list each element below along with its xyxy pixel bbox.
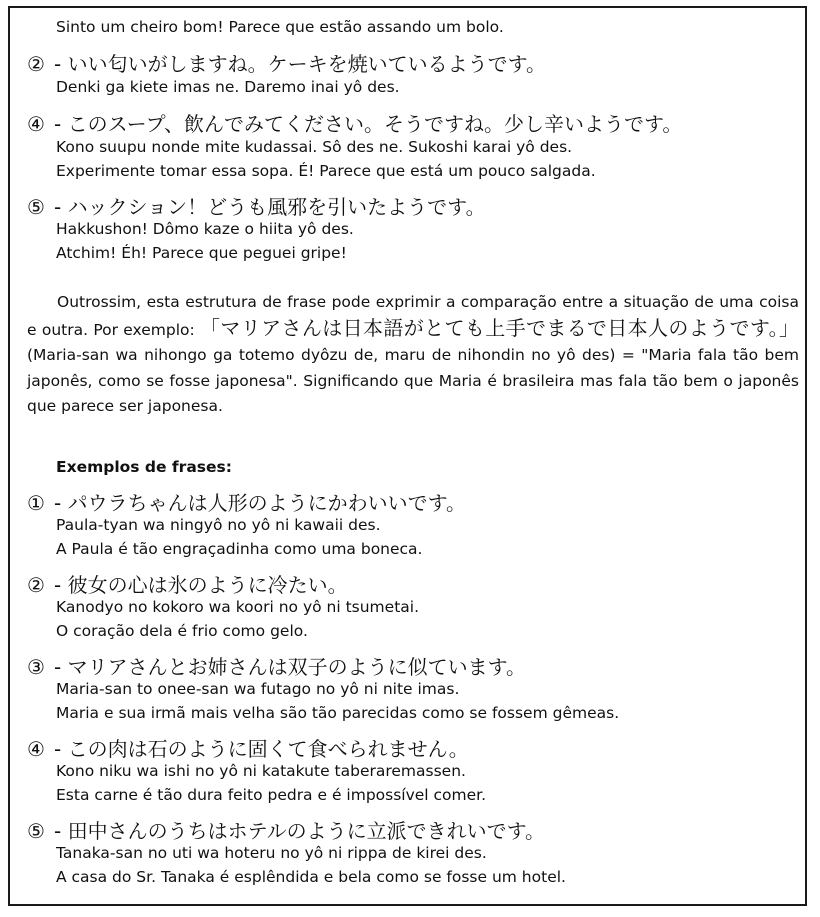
jp-text: - パウラちゃんは人形のようにかわいいです。: [54, 491, 466, 515]
sentence-jp: [27, 48, 546, 77]
jp-text: - この肉は石のように固くて食べられません。: [54, 737, 469, 761]
paragraph-part2: (Maria-san wa nihongo ga totemo dyôzu de, maru de nihondin no yô des) = "Maria fala tão bem japonês, como se fosse japonesa". Significando que Maria é brasileira mas fala tão bem o japonês que parece ser japonesa.: [27, 346, 799, 415]
romaji-line: Hakkushon! Dômo kaze o hiita yô des.: [56, 220, 354, 238]
translation-line: Maria e sua irmã mais velha são tão parecidas como se fossem gêmeas.: [56, 704, 620, 722]
explanation-paragraph: [27, 290, 799, 420]
romaji-line: Kono niku wa ishi no yô ni katakute taberaremassen.: [56, 762, 466, 780]
romaji-line: Maria-san to onee-san wa futago no yô ni nite imas.: [56, 680, 460, 698]
sentence-jp: [27, 191, 486, 220]
sentence-jp: [27, 108, 682, 137]
example-jp: [27, 815, 545, 844]
document-page: [8, 6, 807, 906]
translation-line: Experimente tomar essa sopa. É! Parece que está um pouco salgada.: [56, 162, 596, 180]
romaji-line: Paula-tyan wa ningyô no yô ni kawaii des.: [56, 516, 381, 534]
romaji-line: Denki ga kiete imas ne. Daremo inai yô des.: [56, 78, 400, 96]
translation-line: A Paula é tão engraçadinha como uma boneca.: [56, 540, 423, 558]
paragraph-part1: Outrossim, esta estrutura de frase pode exprimir a comparação entre a situação de uma coisa e outra. Por exemplo:: [27, 293, 799, 339]
jp-text: - 彼女の心は氷のように冷たい。: [54, 573, 348, 597]
jp-text: - 田中さんのうちはホテルのように立派できれいです。: [54, 819, 545, 843]
translation-line: A casa do Sr. Tanaka é esplêndida e bela como se fosse um hotel.: [56, 868, 566, 886]
item-number: ①: [27, 491, 45, 515]
example-jp: [27, 487, 466, 516]
example-jp: [27, 651, 526, 680]
romaji-line: Tanaka-san no uti wa hoteru no yô ni rippa de kirei des.: [56, 844, 487, 862]
translation-line: Esta carne é tão dura feito pedra e é impossível comer.: [56, 786, 487, 804]
item-number: ②: [27, 52, 45, 76]
item-number: ②: [27, 573, 45, 597]
item-number: ③: [27, 655, 45, 679]
jp-text: - マリアさんとお姉さんは双子のように似ています。: [54, 655, 526, 679]
romaji-line: Kono suupu nonde mite kudassai. Sô des ne. Sukoshi karai yô des.: [56, 138, 573, 156]
item-number: ④: [27, 737, 45, 761]
translation-line: Atchim! Éh! Parece que peguei gripe!: [56, 244, 347, 262]
paragraph-jp-example: 「マリアさんは日本語がとても上手でまるで日本人のようです。」: [200, 315, 799, 340]
romaji-line: Kanodyo no kokoro wa koori no yô ni tsumetai.: [56, 598, 420, 616]
examples-heading: Exemplos de frases:: [56, 458, 232, 476]
item-number: ⑤: [27, 819, 45, 843]
jp-text: - いい匂いがしますね。ケーキを焼いているようです。: [54, 52, 546, 76]
item-number: ④: [27, 112, 45, 136]
example-jp: [27, 733, 469, 762]
jp-text: - このスープ、飲んでみてください。そうですね。少し辛いようです。: [54, 112, 683, 136]
example-jp: [27, 569, 348, 598]
translation-line: O coração dela é frio como gelo.: [56, 622, 308, 640]
item-number: ⑤: [27, 195, 45, 219]
top-line: Sinto um cheiro bom! Parece que estão assando um bolo.: [56, 18, 504, 36]
jp-text: - ハックション！どうも風邪を引いたようです。: [54, 195, 486, 219]
